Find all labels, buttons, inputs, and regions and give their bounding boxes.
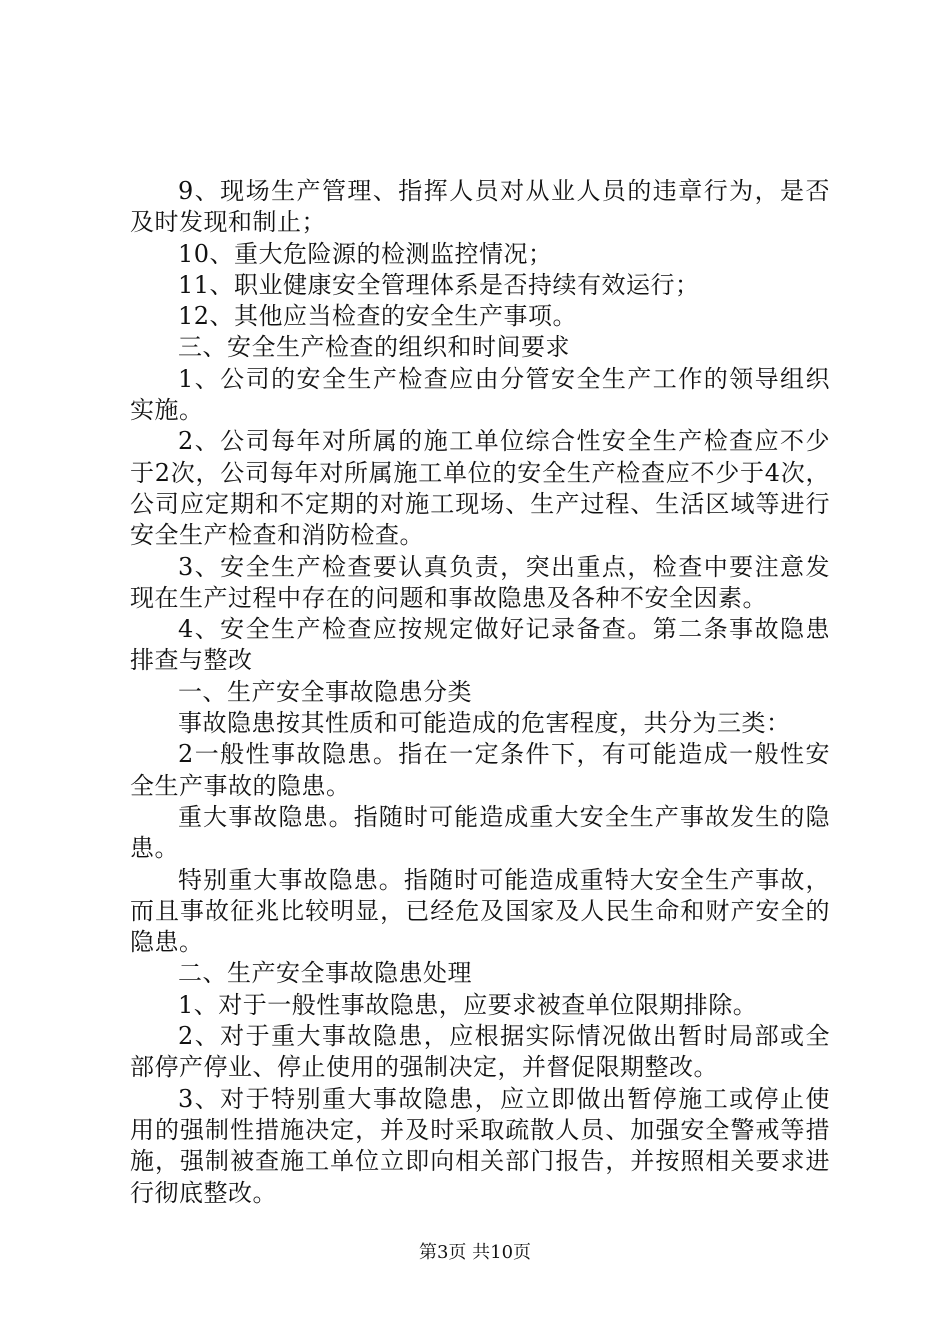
paragraph: 特别重大事故隐患。指随时可能造成重特大安全生产事故，而且事故征兆比较明显，已经危及国家及人民生命和财产安全的隐患。: [130, 865, 830, 957]
paragraph: 12、其他应当检查的安全生产事项。: [178, 302, 578, 331]
paragraph: 4、安全生产检查应按规定做好记录备查。第二条事故隐患排查与整改: [130, 615, 830, 675]
paragraph: 9、现场生产管理、指挥人员对从业人员的违章行为，是否及时发现和制止；: [130, 177, 830, 237]
document-body: [130, 176, 830, 1209]
page-number-footer: 第3页 共10页: [418, 1242, 532, 1263]
paragraph: 2、公司每年对所属的施工单位综合性安全生产检查应不少于2次，公司每年对所属施工单位的安全生产检查应不少于4次，公司应定期和不定期的对施工现场、生产过程、生活区域等进行安全生产检查和消防检查。: [130, 427, 830, 550]
paragraph: 2、对于重大事故隐患，应根据实际情况做出暂时局部或全部停产停业、停止使用的强制决定，并督促限期整改。: [130, 1022, 830, 1082]
paragraph: 2一般性事故隐患。指在一定条件下，有可能造成一般性安全生产事故的隐患。: [130, 740, 830, 800]
paragraph: 重大事故隐患。指随时可能造成重大安全生产事故发生的隐患。: [130, 802, 830, 863]
paragraph: 1、公司的安全生产检查应由分管安全生产工作的领导组织实施。: [130, 364, 830, 425]
section-heading: 二、生产安全事故隐患处理: [178, 959, 472, 988]
section-heading: 一、生产安全事故隐患分类: [178, 677, 472, 706]
paragraph: 1、对于一般性事故隐患，应要求被查单位限期排除。: [178, 990, 758, 1019]
paragraph: 3、对于特别重大事故隐患，应立即做出暂停施工或停止使用的强制性措施决定，并及时采取疏散人员、加强安全警戒等措施，强制被查施工单位立即向相关部门报告，并按照相关要求进行彻底整改。: [130, 1084, 830, 1207]
paragraph: 3、安全生产检查要认真负责，突出重点，检查中要注意发现在生产过程中存在的问题和事故隐患及各种不安全因素。: [130, 552, 830, 612]
paragraph: 事故隐患按其性质和可能造成的危害程度，共分为三类：: [178, 709, 791, 738]
paragraph: 10、重大危险源的检测监控情况；: [178, 239, 553, 268]
section-heading: 三、安全生产检查的组织和时间要求: [178, 333, 570, 362]
paragraph: 11、职业健康安全管理体系是否持续有效运行；: [178, 270, 700, 299]
